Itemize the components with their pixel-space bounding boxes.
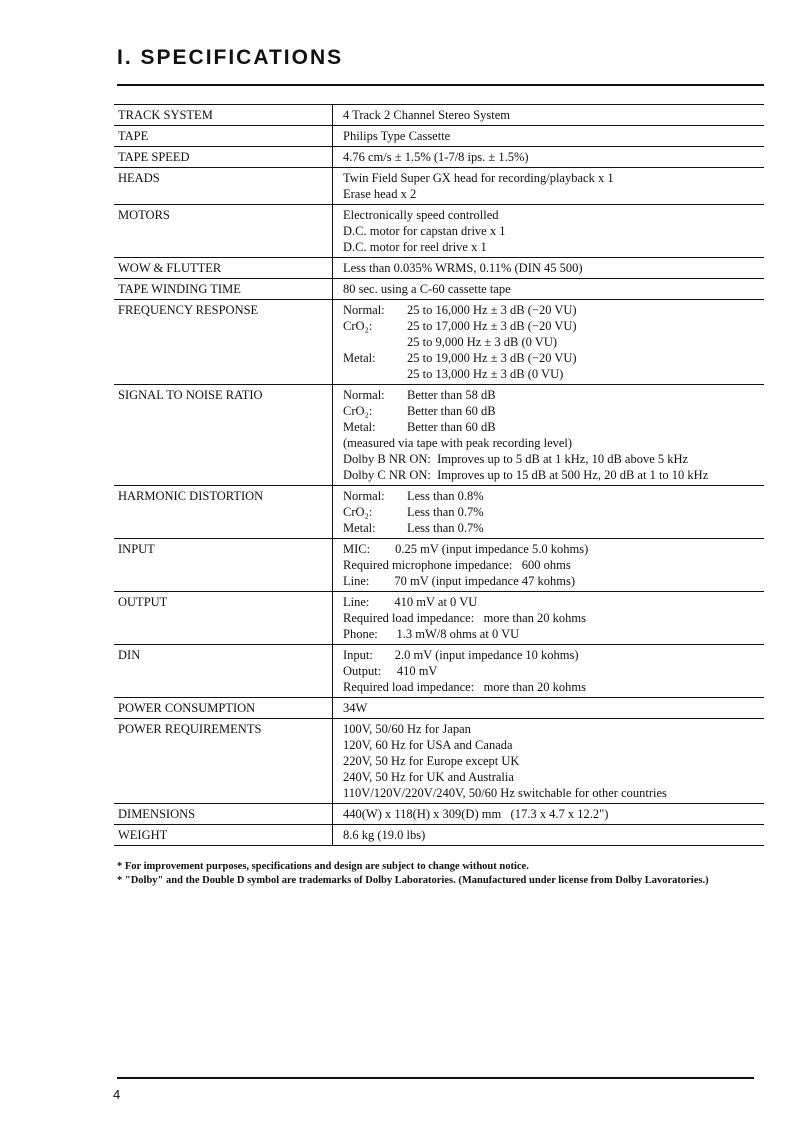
spec-value	[333, 486, 765, 539]
spec-row	[114, 804, 764, 825]
spec-value-line: Dolby C NR ON: Improves up to 15 dB at 500 Hz, 20 dB at 1 to 10 kHz	[343, 468, 709, 482]
spec-row	[114, 698, 764, 719]
spec-row	[114, 279, 764, 300]
spec-value-line	[343, 488, 760, 504]
spec-value-text: 25 to 19,000 Hz ± 3 dB (−20 VU)	[407, 351, 577, 365]
page-title: I. SPECIFICATIONS	[117, 46, 344, 69]
spec-value-line: MIC: 0.25 mV (input impedance 5.0 kohms)	[343, 542, 589, 556]
spec-value	[333, 539, 765, 592]
spec-value	[333, 126, 765, 147]
spec-value-line: Output: 410 mV	[343, 664, 438, 678]
spec-label: POWER CONSUMPTION	[118, 701, 256, 715]
spec-value-line: D.C. motor for reel drive x 1	[343, 240, 487, 254]
spec-label: SIGNAL TO NOISE RATIO	[118, 388, 263, 402]
spec-value-line: 4 Track 2 Channel Stereo System	[343, 108, 511, 122]
spec-value-text: Less than 0.7%	[407, 505, 484, 519]
spec-value-line: 220V, 50 Hz for Europe except UK	[343, 754, 520, 768]
spec-row	[114, 205, 764, 258]
spec-value-line	[343, 403, 760, 419]
spec-value-line	[343, 520, 760, 536]
spec-value	[333, 300, 765, 385]
spec-value-line: Phone: 1.3 mW/8 ohms at 0 VU	[343, 627, 520, 641]
spec-row	[114, 592, 764, 645]
spec-value-line	[343, 334, 760, 350]
spec-value-text: Better than 58 dB	[407, 388, 496, 402]
spec-value	[333, 168, 765, 205]
spec-value-line: Line: 70 mV (input impedance 47 kohms)	[343, 574, 576, 588]
footnotes	[117, 860, 757, 888]
spec-label: INPUT	[118, 542, 155, 556]
spec-row	[114, 147, 764, 168]
spec-value-key	[343, 366, 407, 382]
spec-value-line: Dolby B NR ON: Improves up to 5 dB at 1 kHz, 10 dB above 5 kHz	[343, 452, 689, 466]
spec-value-key: Metal:	[343, 420, 376, 434]
spec-row	[114, 300, 764, 385]
spec-row	[114, 168, 764, 205]
footnote: * "Dolby" and the Double D symbol are trademarks of Dolby Laboratories. (Manufactured under license from Dolby Lavoratories.)	[117, 875, 709, 886]
spec-value-line: 440(W) x 118(H) x 309(D) mm (17.3 x 4.7 x 12.2")	[343, 807, 609, 821]
spec-row	[114, 385, 764, 486]
spec-value-line	[343, 366, 760, 382]
spec-value-line: 34W	[343, 701, 368, 715]
spec-table	[114, 104, 764, 846]
spec-value	[333, 105, 765, 126]
spec-row	[114, 645, 764, 698]
spec-value-line	[343, 419, 760, 435]
spec-value-text: Less than 0.7%	[407, 521, 484, 535]
spec-value-line: Electronically speed controlled	[343, 208, 499, 222]
spec-value	[333, 205, 765, 258]
spec-value-line: 110V/120V/220V/240V, 50/60 Hz switchable for other countries	[343, 786, 667, 800]
spec-value-line	[343, 504, 760, 520]
spec-value-key: Metal:	[343, 351, 376, 365]
spec-value-line: (measured via tape with peak recording level)	[343, 436, 573, 450]
spec-value-line	[343, 302, 760, 318]
spec-value	[333, 385, 765, 486]
spec-label: OUTPUT	[118, 595, 168, 609]
spec-value	[333, 825, 765, 846]
spec-value-line: Required microphone impedance: 600 ohms	[343, 558, 571, 572]
spec-value	[333, 279, 765, 300]
spec-label: TAPE WINDING TIME	[118, 282, 241, 296]
spec-value-line	[343, 318, 760, 334]
spec-value-text: 25 to 16,000 Hz ± 3 dB (−20 VU)	[407, 303, 577, 317]
spec-value	[333, 698, 765, 719]
spec-row	[114, 486, 764, 539]
spec-row	[114, 258, 764, 279]
spec-row	[114, 719, 764, 804]
spec-value-line: Required load impedance: more than 20 kohms	[343, 680, 586, 694]
spec-value	[333, 592, 765, 645]
spec-value-line: 80 sec. using a C-60 cassette tape	[343, 282, 511, 296]
spec-value-line: Twin Field Super GX head for recording/playback x 1	[343, 171, 614, 185]
spec-label: WEIGHT	[118, 828, 168, 842]
spec-value-line: Less than 0.035% WRMS, 0.11% (DIN 45 500)	[343, 261, 583, 275]
spec-label: WOW & FLUTTER	[118, 261, 222, 275]
spec-label: MOTORS	[118, 208, 170, 222]
spec-value	[333, 719, 765, 804]
spec-label: DIN	[118, 648, 141, 662]
spec-value-key: Normal:	[343, 388, 385, 402]
spec-label: TRACK SYSTEM	[118, 108, 213, 122]
spec-value-text: Better than 60 dB	[407, 404, 496, 418]
spec-value-key: Normal:	[343, 303, 385, 317]
spec-value-text: 25 to 9,000 Hz ± 3 dB (0 VU)	[407, 335, 558, 349]
spec-value-line: D.C. motor for capstan drive x 1	[343, 224, 506, 238]
spec-value-text: Better than 60 dB	[407, 420, 496, 434]
title-rule	[117, 84, 764, 86]
spec-value-text: 25 to 17,000 Hz ± 3 dB (−20 VU)	[407, 319, 577, 333]
spec-label: POWER REQUIREMENTS	[118, 722, 262, 736]
spec-value-key: Metal:	[343, 521, 376, 535]
spec-value-line: 100V, 50/60 Hz for Japan	[343, 722, 471, 736]
spec-label: HEADS	[118, 171, 160, 185]
spec-value-line: 8.6 kg (19.0 lbs)	[343, 828, 426, 842]
footnote: * For improvement purposes, specifications and design are subject to change without notice.	[117, 861, 529, 872]
spec-label: HARMONIC DISTORTION	[118, 489, 264, 503]
spec-value-text: Less than 0.8%	[407, 489, 484, 503]
spec-value-line: 120V, 60 Hz for USA and Canada	[343, 738, 513, 752]
spec-value-line: 240V, 50 Hz for UK and Australia	[343, 770, 514, 784]
spec-value-line: Line: 410 mV at 0 VU	[343, 595, 478, 609]
spec-value-line: Required load impedance: more than 20 kohms	[343, 611, 586, 625]
spec-value-line: Input: 2.0 mV (input impedance 10 kohms)	[343, 648, 579, 662]
spec-value-line: Erase head x 2	[343, 187, 417, 201]
spec-value-key	[343, 334, 407, 350]
bottom-rule	[117, 1077, 754, 1079]
spec-row	[114, 126, 764, 147]
spec-value-key: CrO₂:	[343, 404, 373, 418]
spec-row	[114, 539, 764, 592]
spec-label: FREQUENCY RESPONSE	[118, 303, 259, 317]
spec-value-key: CrO₂:	[343, 505, 373, 519]
spec-table-body	[114, 105, 764, 846]
spec-value-line	[343, 387, 760, 403]
spec-value-key: CrO₂:	[343, 319, 373, 333]
spec-label: TAPE	[118, 129, 149, 143]
spec-row	[114, 105, 764, 126]
page-number: 4	[113, 1087, 121, 1102]
spec-label: TAPE SPEED	[118, 150, 190, 164]
spec-value-text: 25 to 13,000 Hz ± 3 dB (0 VU)	[407, 367, 564, 381]
spec-value	[333, 645, 765, 698]
spec-value-line	[343, 350, 760, 366]
spec-label: DIMENSIONS	[118, 807, 196, 821]
spec-value	[333, 804, 765, 825]
spec-value	[333, 147, 765, 168]
spec-value	[333, 258, 765, 279]
spec-value-line: 4.76 cm/s ± 1.5% (1-7/8 ips. ± 1.5%)	[343, 150, 529, 164]
spec-value-line: Philips Type Cassette	[343, 129, 451, 143]
spec-value-key: Normal:	[343, 489, 385, 503]
spec-row	[114, 825, 764, 846]
